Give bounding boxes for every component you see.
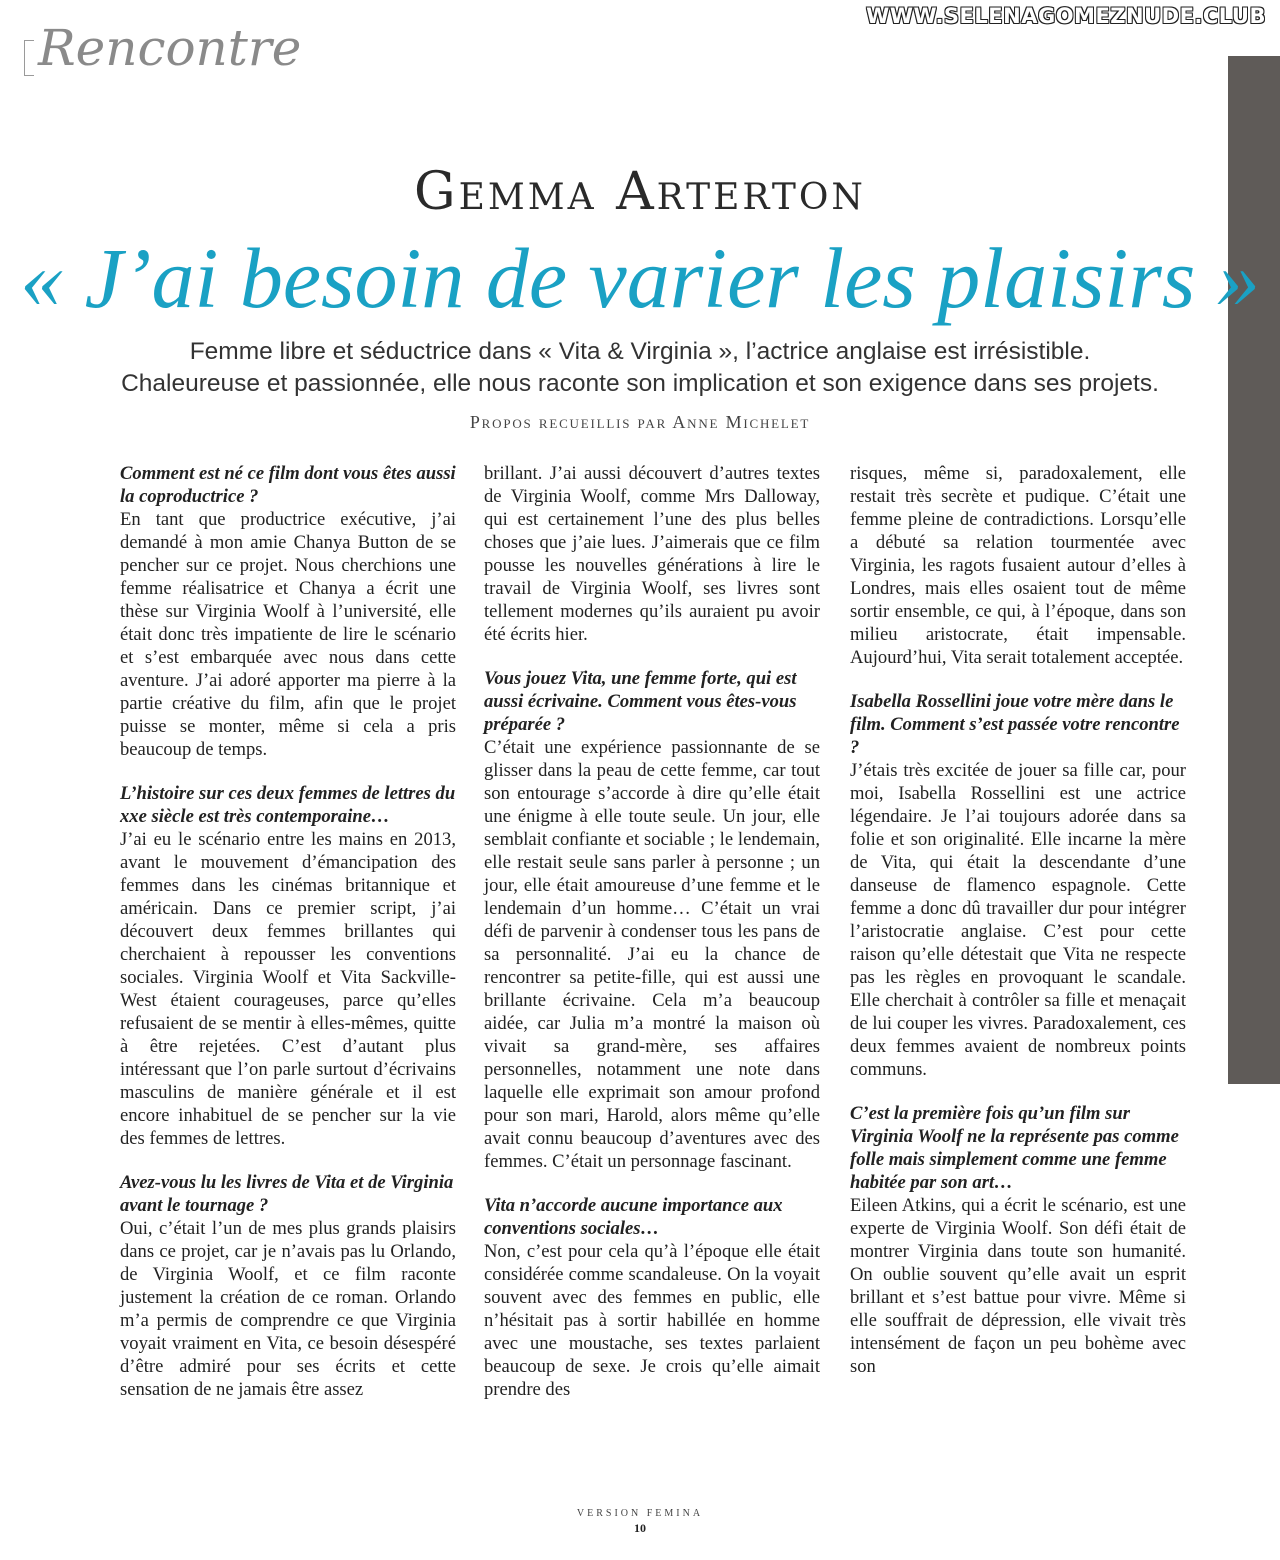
article-headline: « J’ai besoin de varier les plaisirs » <box>20 230 1260 326</box>
answer: En tant que productrice exécutive, j’ai demandé à mon amie Chanya Button de se pencher sur ce projet. Nous cherchions une femme réalisatrice et Chanya a écrit une thèse sur Virginia Woolf à l’université, elle était donc très impatiente de lire le scénario et s’est embarquée avec nous dans cette aventure. J’ai adoré apporter ma pierre à la partie créative du film, afin que le projet puisse se monter, même si cela a pris beaucoup de temps. <box>120 509 456 760</box>
deck-line-2: Chaleureuse et passionnée, elle nous raconte son implication et son exigence dans ses projets. <box>121 370 1159 397</box>
article-name: Gemma Arterton <box>414 162 866 222</box>
page-footer <box>0 1508 1280 1536</box>
text-column-1 <box>120 462 456 1422</box>
qa-block <box>120 782 456 1150</box>
page-number: 10 <box>634 1521 646 1535</box>
qa-block <box>484 462 820 646</box>
question: L’histoire sur ces deux femmes de lettres du xxe siècle est très contemporaine… <box>120 783 456 827</box>
article-deck <box>60 336 1220 400</box>
qa-block <box>120 1171 456 1401</box>
text-column-2 <box>484 462 820 1422</box>
answer: J’étais très excitée de jouer sa fille car, pour moi, Isabella Rossellini est une actrice légendaire. Je l’ai toujours adorée dans sa folie et son originalité. Elle incarne la mère de Vita, qui était la descendante d’une danseuse de flamenco espagnole. Cette femme a donc dû travailler dur pour intégrer l’aristocratie anglaise. C’est pour cette raison qu’elle détestait que Vita ne respecte pas les règles en provoquant le scandale. Elle cherchait à contrôler sa fille et menaçait de lui couper les vivres. Paradoxalement, ces deux femmes avaient de nombreux points communs. <box>850 760 1186 1080</box>
qa-block <box>850 690 1186 1081</box>
text-column-3 <box>850 462 1186 1399</box>
answer: C’était une expérience passionnante de se glisser dans la peau de cette femme, car tout son entourage s’accorde à dire qu’elle était une énigme à elle toute seule. Un jour, elle semblait confiante et sociable ; le lendemain, elle restait seule sans parler à personne ; un jour, elle était amoureuse d’une femme et le lendemain d’un homme… C’était un vrai défi de parvenir à condenser tous les pans de sa personnalité. J’ai eu la chance de rencontrer sa petite-fille, qui est aussi une brillante écrivaine. Cela m’a beaucoup aidée, car Julia m’a montré la maison où vivait sa grand-mère, ses affaires personnelles, notamment une note dans laquelle elle exprimait son amour profond pour son mari, Harold, alors même qu’elle avait connu beaucoup d’aventures avec des femmes. C’était un personnage fascinant. <box>484 737 820 1172</box>
qa-block <box>484 667 820 1173</box>
qa-block <box>120 462 456 761</box>
qa-block <box>850 1102 1186 1378</box>
qa-block <box>484 1194 820 1401</box>
byline: Propos recueillis par Anne Michelet <box>469 412 811 432</box>
answer: Oui, c’était l’un de mes plus grands plaisirs dans ce projet, car je n’avais pas lu Orlando, de Virginia Woolf, et ce film raconte justement la création de ce roman. Orlando m’a permis de comprendre ce que Virginia voyait vraiment en Vita, ce besoin désespéré d’être admiré pour ses écrits et cette sensation de ne jamais être assez <box>120 1218 456 1400</box>
question: Avez-vous lu les livres de Vita et de Virginia avant le tournage ? <box>120 1172 454 1216</box>
answer: Non, c’est pour cela qu’à l’époque elle était considérée comme scandaleuse. On la voyait souvent avec des femmes en public, elle n’hésitait pas à sortir habillée en homme avec une moustache, ses textes parlaient beaucoup de sexe. Je crois qu’elle aimait prendre des <box>484 1241 820 1400</box>
magazine-name: VERSION FEMINA <box>576 1508 704 1519</box>
section-label: Rencontre <box>34 18 305 78</box>
question: Comment est né ce film dont vous êtes aussi la coproductrice ? <box>120 463 456 507</box>
qa-block <box>850 462 1186 669</box>
answer: risques, même si, paradoxalement, elle restait très secrète et pudique. C’était une femme pleine de contradictions. Lorsqu’elle a débuté sa relation tourmentée avec Virginia, les ragots fusaient autour d’elles à Londres, mais elles osaient tout de même sortir ensemble, ce qui, à l’époque, dans son milieu aristocrate, était impensable. Aujourd’hui, Vita serait totalement acceptée. <box>850 463 1186 668</box>
question: Vous jouez Vita, une femme forte, qui est aussi écrivaine. Comment vous êtes-vous préparée ? <box>484 668 797 735</box>
answer: Eileen Atkins, qui a écrit le scénario, est une experte de Virginia Woolf. Son défi était de montrer Virginia dans toute son humanité. On oublie souvent qu’elle avait un esprit brillant et s’est battue pour vivre. Même si elle souffrait de dépression, elle vivait très intensément de façon un peu bohème avec son <box>850 1195 1186 1377</box>
question: Isabella Rossellini joue votre mère dans le film. Comment s’est passée votre rencontre ? <box>850 691 1180 758</box>
question: Vita n’accorde aucune importance aux conventions sociales… <box>484 1195 783 1239</box>
answer: J’ai eu le scénario entre les mains en 2013, avant le mouvement d’émancipation des femmes dans les cinémas britannique et américain. Dans ce premier script, j’ai découvert deux femmes brillantes qui cherchaient à repousser les conventions sociales. Virginia Woolf et Vita Sackville-West étaient courageuses, parce qu’elles refusaient de se mentir à elles-mêmes, quitte à être rejetées. C’est d’autant plus intéressant que l’on parle surtout d’écrivains masculins de manière générale et il est encore inhabituel de se pencher sur la vie des femmes de lettres. <box>120 829 456 1149</box>
answer: brillant. J’ai aussi découvert d’autres textes de Virginia Woolf, comme Mrs Dalloway, qui est certainement l’une des plus belles choses que j’aie lues. J’aimerais que ce film pousse les nouvelles générations à lire le travail de Virginia Woolf, ses livres sont tellement modernes qu’ils auraient pu avoir été écrits hier. <box>484 463 820 645</box>
deck-line-1: Femme libre et séductrice dans « Vita & Virginia », l’actrice anglaise est irrésistible. <box>189 338 1091 365</box>
watermark-text: WWW.SELENAGOMEZNUDE.CLUB <box>866 4 1266 28</box>
question: C’est la première fois qu’un film sur Virginia Woolf ne la représente pas comme folle mais simplement comme une femme habitée par son art… <box>850 1103 1179 1193</box>
